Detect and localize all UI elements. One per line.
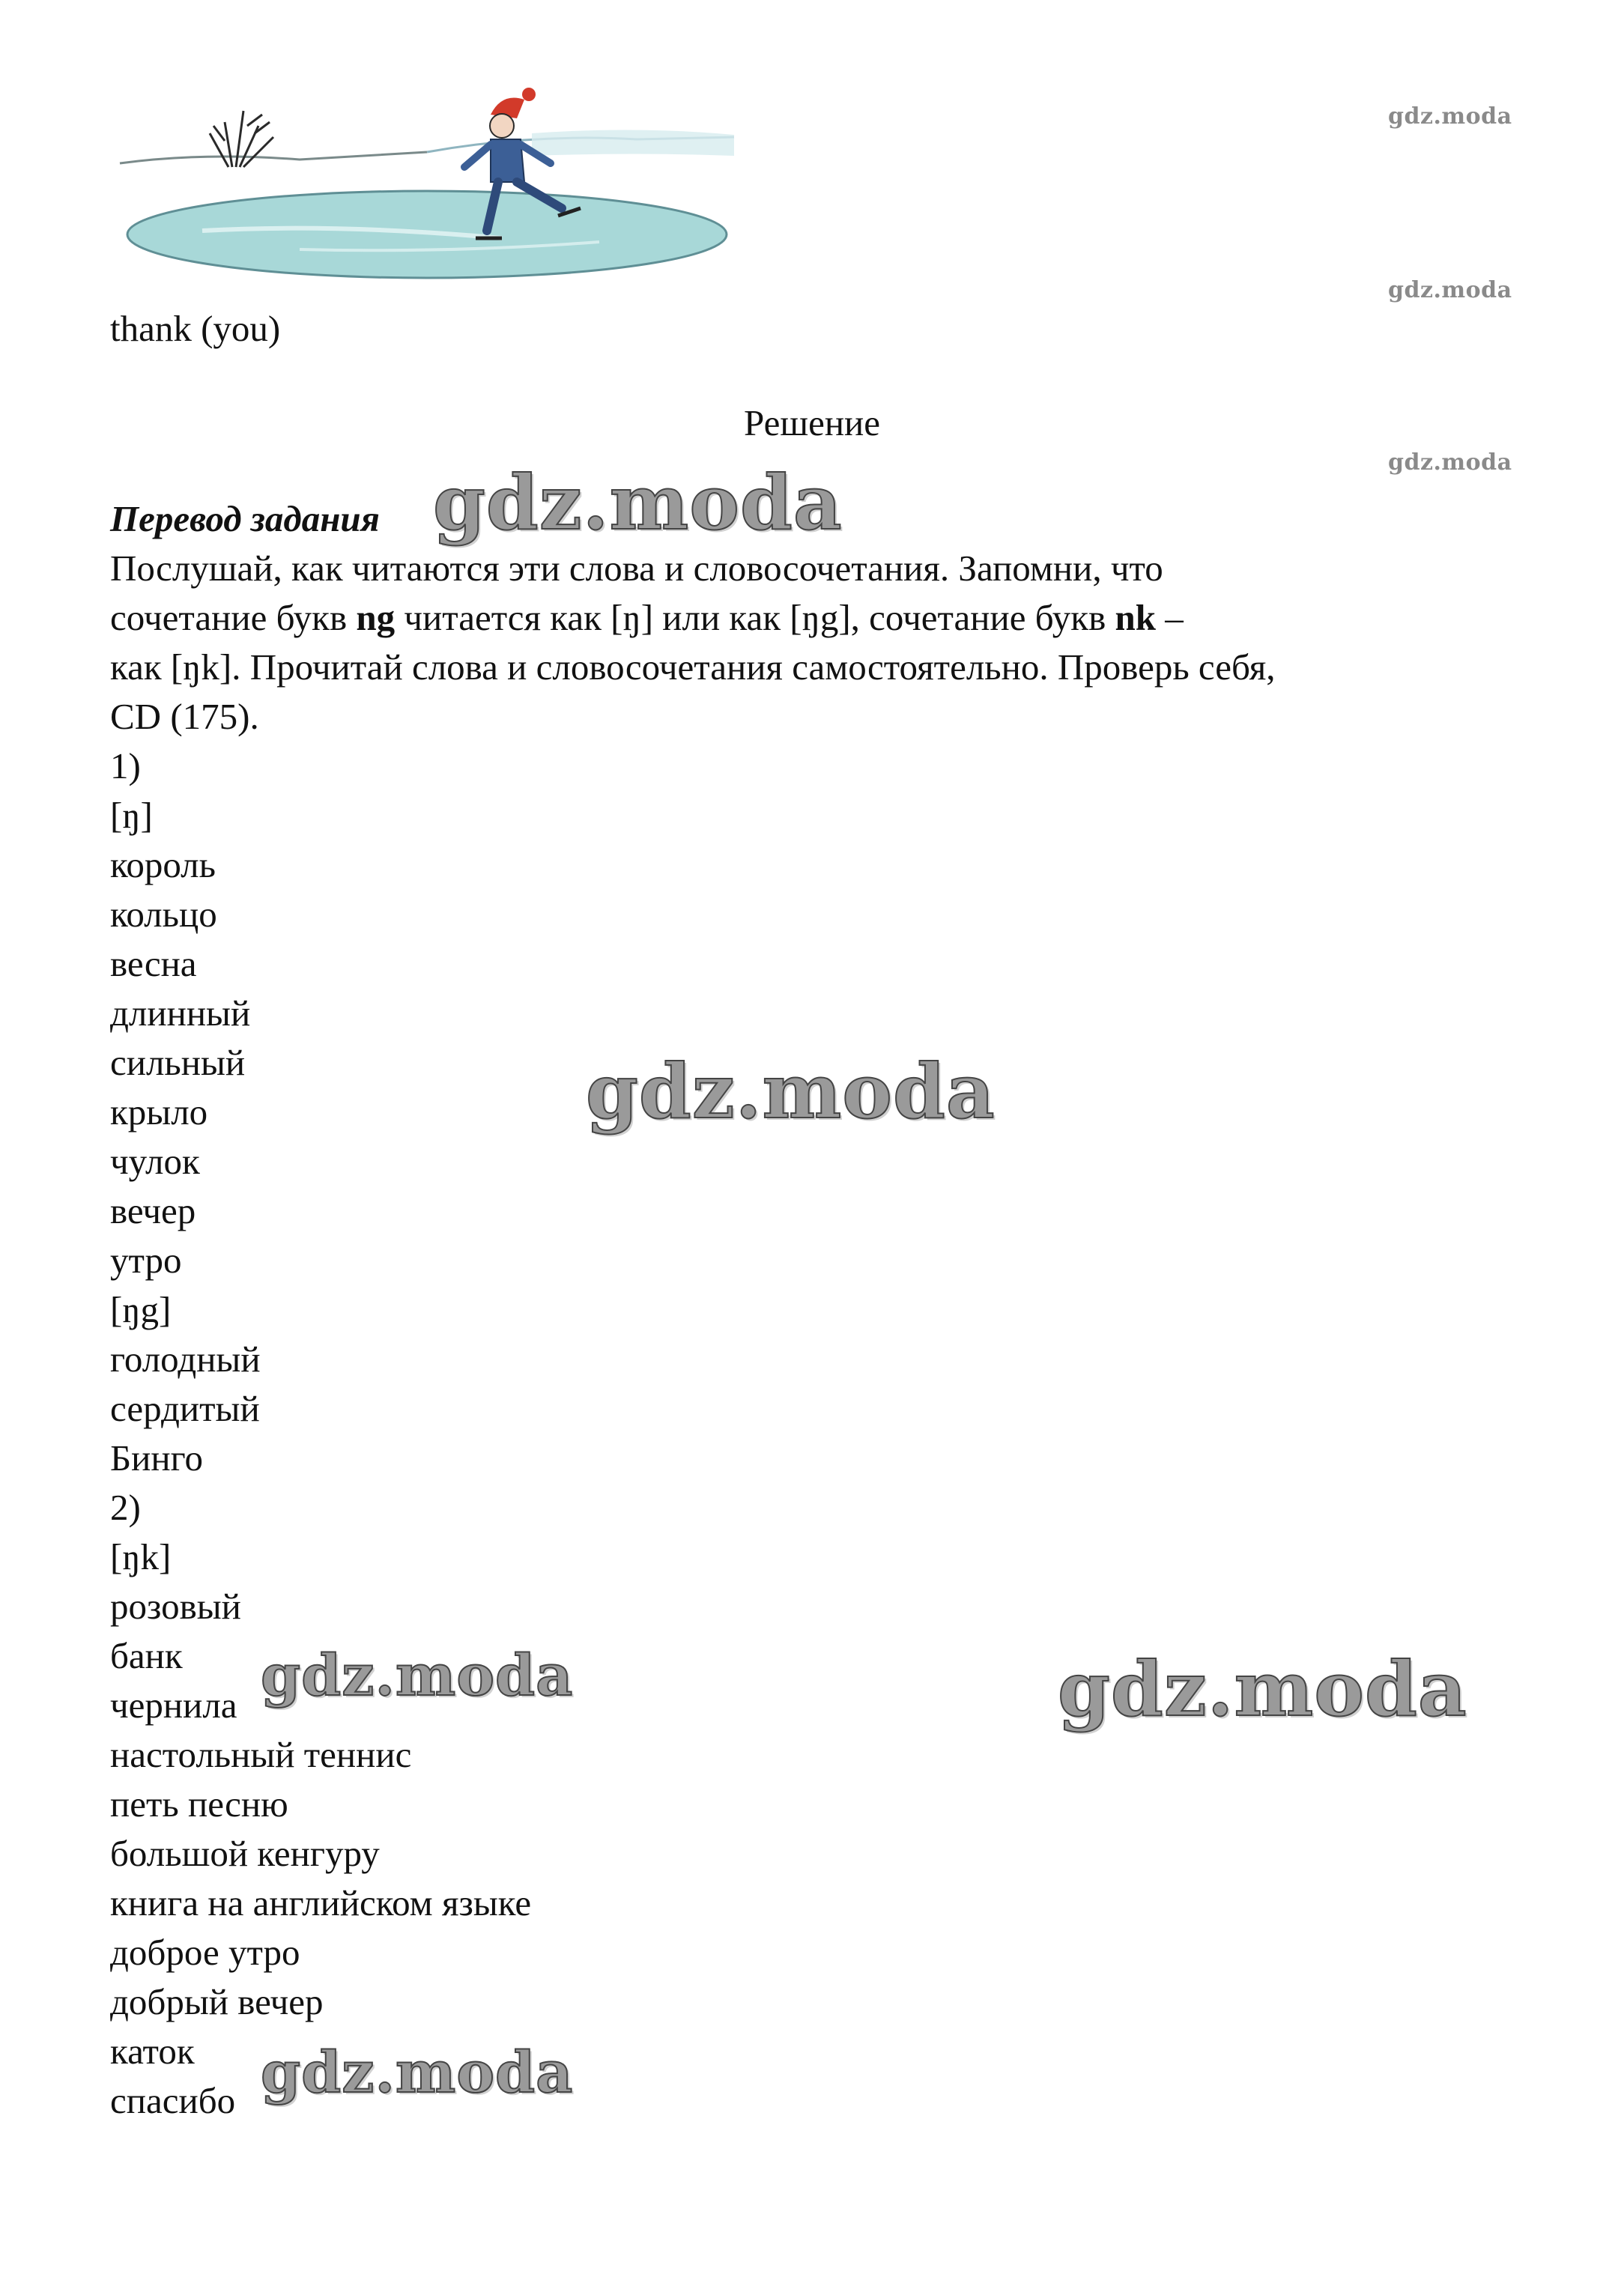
word-item: кольцо <box>110 894 217 935</box>
section-1-label: 1) <box>110 745 141 786</box>
watermark-large-3: gdz.moda <box>261 1642 574 1708</box>
word-item: король <box>110 844 216 885</box>
skating-illustration <box>112 81 742 283</box>
instruction-line-4: CD (175). <box>110 696 259 737</box>
word-item: чернила <box>110 1685 237 1726</box>
letters-ng: ng <box>356 597 396 638</box>
word-item: сильный <box>110 1042 246 1083</box>
instruction-line-3: как [ŋk]. Прочитай слова и словосочетания самостоятельно. Проверь себя, <box>110 646 1276 688</box>
watermark-small-2: gdz.moda <box>1388 277 1512 303</box>
watermark-large-4: gdz.moda <box>1058 1645 1467 1733</box>
word-item: крыло <box>110 1091 208 1133</box>
watermark-small-3: gdz.moda <box>1388 449 1512 476</box>
word-item: банк <box>110 1635 183 1676</box>
word-item: длинный <box>110 992 251 1034</box>
word-item: каток <box>110 2031 195 2072</box>
watermark-large-5: gdz.moda <box>261 2039 574 2105</box>
word-item: утро <box>110 1240 182 1281</box>
top-caption: thank (you) <box>110 308 281 349</box>
word-item: весна <box>110 943 197 984</box>
instruction-text: сочетание букв <box>110 597 357 638</box>
sound-label: [ŋ] <box>110 795 153 836</box>
solution-heading: Решение <box>743 402 881 443</box>
word-item: вечер <box>110 1190 196 1231</box>
word-item: книга на английском языке <box>110 1882 532 1923</box>
word-item: чулок <box>110 1141 200 1182</box>
word-item: доброе утро <box>110 1932 300 1973</box>
task-title: Перевод задания <box>110 498 380 539</box>
watermark-large-1: gdz.moda <box>433 458 843 547</box>
bush-icon <box>210 111 273 167</box>
instruction-line-2 <box>110 593 1184 643</box>
word-item: большой кенгуру <box>110 1833 380 1874</box>
letters-nk: nk <box>1115 597 1157 638</box>
instruction-line-1: Послушай, как читаются эти слова и словосочетания. Запомни, что <box>110 548 1163 589</box>
word-item: настольный теннис <box>110 1734 412 1775</box>
sound-label: [ŋk] <box>110 1536 172 1577</box>
word-item: спасибо <box>110 2080 236 2121</box>
word-item: розовый <box>110 1586 241 1627</box>
watermark-large-2: gdz.moda <box>586 1047 996 1136</box>
instruction-text: – <box>1156 597 1184 638</box>
section-2-label: 2) <box>110 1487 141 1528</box>
sound-label: [ŋg] <box>110 1289 172 1330</box>
instruction-text: читается как [ŋ] или как [ŋg], сочетание букв <box>395 597 1115 638</box>
word-item: голодный <box>110 1338 261 1380</box>
word-item: Бинго <box>110 1437 203 1479</box>
word-item: сердитый <box>110 1388 260 1429</box>
watermark-small-1: gdz.moda <box>1388 103 1512 130</box>
word-item: петь песню <box>110 1783 288 1825</box>
word-item: добрый вечер <box>110 1981 324 2022</box>
